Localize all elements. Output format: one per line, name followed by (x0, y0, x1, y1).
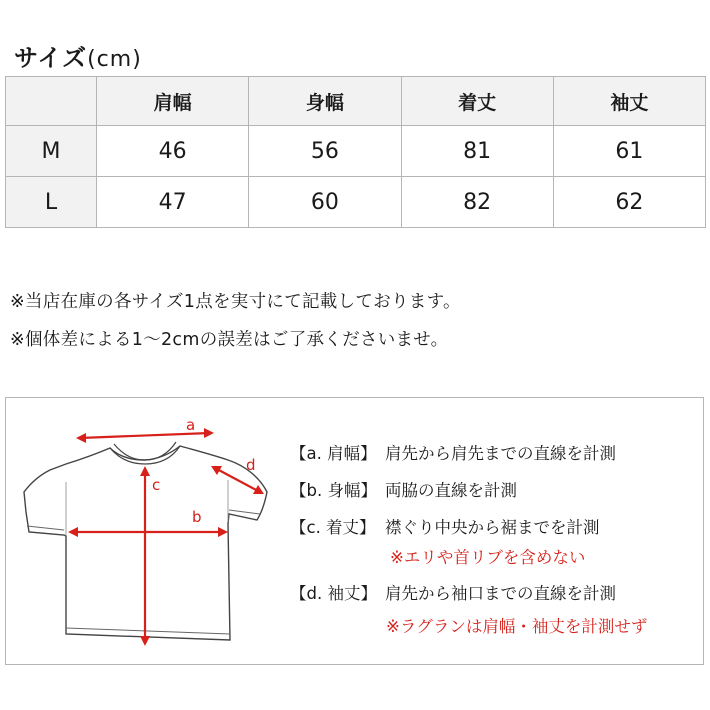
table-cell: 82 (401, 177, 553, 228)
tshirt-diagram (14, 404, 276, 660)
size-table (5, 76, 706, 228)
label-c: c (152, 476, 161, 494)
definition-b-key: 【b. 身幅】 (290, 481, 377, 500)
warning-collar: ※エリや首リブを含めない (390, 548, 586, 567)
table-cell: 62 (553, 177, 705, 228)
label-d: d (246, 456, 256, 474)
table-header-cell: 身幅 (249, 77, 401, 126)
table-cell: 47 (97, 177, 249, 228)
table-row (6, 177, 706, 228)
title-unit: (cm) (87, 47, 142, 72)
table-header-cell (6, 77, 97, 126)
definition-a-key: 【a. 肩幅】 (290, 444, 377, 463)
definition-c (290, 514, 600, 538)
table-header-cell: 着丈 (401, 77, 553, 126)
definition-d-text: 肩先から袖口までの直線を計測 (385, 584, 616, 603)
definition-d-key: 【d. 袖丈】 (290, 584, 377, 603)
note-tolerance: ※個体差による1〜2cmの誤差はご了承くださいませ。 (10, 330, 449, 350)
table-row (6, 126, 706, 177)
table-header-cell: 袖丈 (553, 77, 705, 126)
page-title (14, 38, 142, 73)
table-header-cell: 肩幅 (97, 77, 249, 126)
definition-c-key: 【c. 着丈】 (290, 518, 376, 537)
definition-d (290, 580, 616, 604)
table-header-row (6, 77, 706, 126)
table-cell: 81 (401, 126, 553, 177)
label-b: b (192, 508, 202, 526)
warning-raglan: ※ラグランは肩幅・袖丈を計測せず (386, 617, 648, 636)
definition-b (290, 477, 517, 501)
definition-a (290, 440, 616, 464)
size-label: M (6, 126, 97, 177)
size-label: L (6, 177, 97, 228)
table-cell: 46 (97, 126, 249, 177)
definition-a-text: 肩先から肩先までの直線を計測 (385, 444, 616, 463)
note-measurement: ※当店在庫の各サイズ1点を実寸にて記載しております。 (10, 292, 461, 312)
definition-b-text: 両脇の直線を計測 (385, 481, 517, 500)
table-cell: 61 (553, 126, 705, 177)
table-cell: 60 (249, 177, 401, 228)
table-cell: 56 (249, 126, 401, 177)
title-main: サイズ (14, 44, 88, 72)
label-a: a (186, 416, 196, 434)
definition-c-text: 襟ぐり中央から裾までを計測 (385, 518, 600, 537)
